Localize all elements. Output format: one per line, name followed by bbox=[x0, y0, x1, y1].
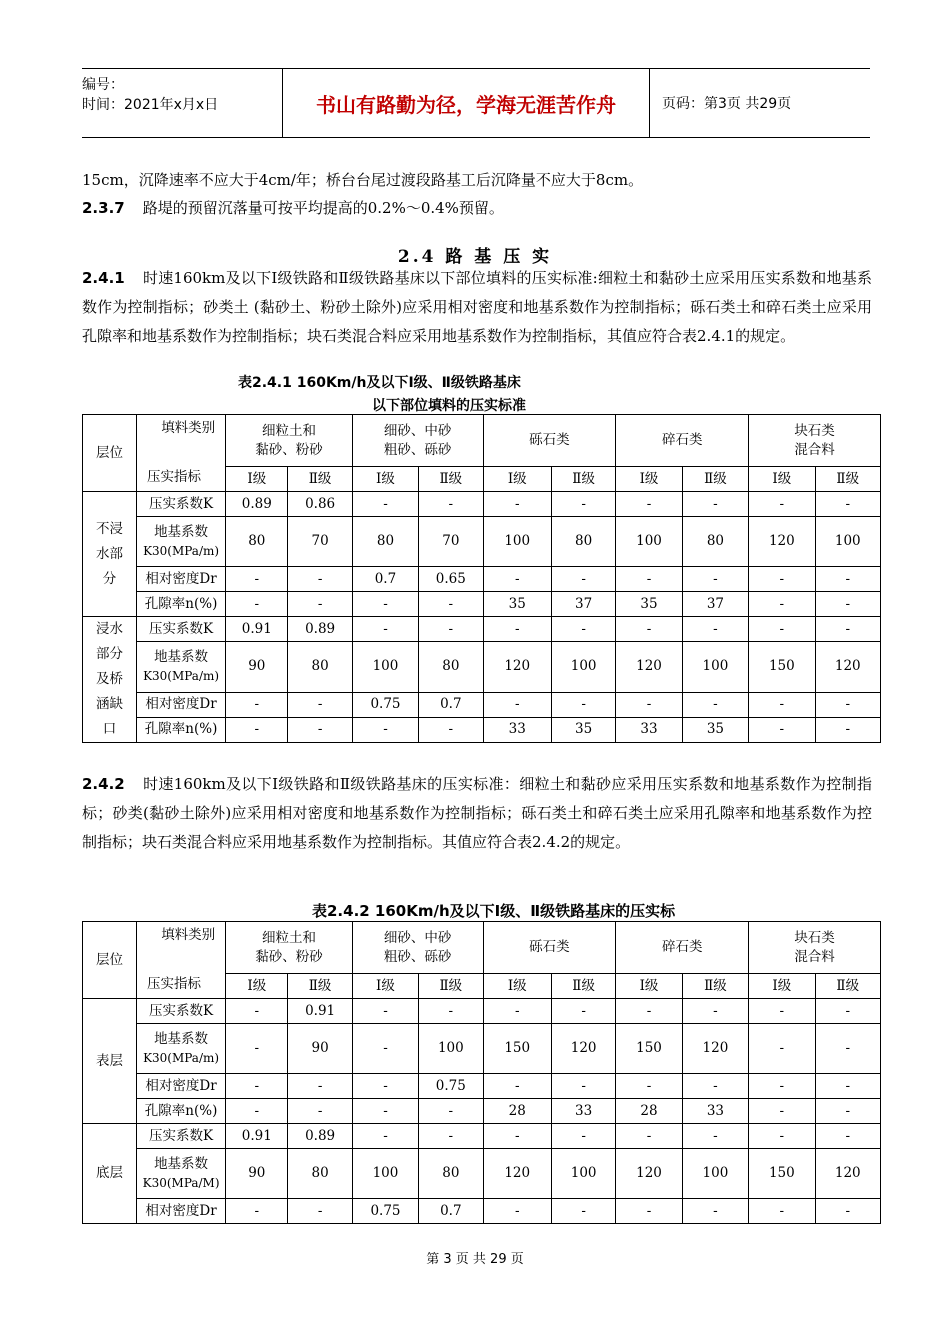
table-cell: - bbox=[551, 567, 615, 592]
header-grade: Ⅱ级 bbox=[551, 467, 615, 492]
index-name: 压实系数K bbox=[149, 495, 214, 512]
group-label-line2: 混合料 bbox=[794, 948, 835, 965]
index-label bbox=[136, 692, 225, 717]
header-compaction-index: 压实指标 bbox=[146, 469, 201, 485]
table-row bbox=[83, 1124, 881, 1149]
table-cell: 90 bbox=[226, 1149, 288, 1199]
clause-2-4-2 bbox=[82, 770, 872, 857]
table-cell: - bbox=[749, 1124, 815, 1149]
table-cell: 0.75 bbox=[352, 692, 418, 717]
table-cell: - bbox=[682, 999, 748, 1024]
index-name: 地基系数 bbox=[154, 1030, 209, 1047]
index-label bbox=[136, 592, 225, 617]
header-grade: Ⅰ级 bbox=[616, 974, 682, 999]
index-name: 地基系数 bbox=[154, 1155, 209, 1172]
table-cell: - bbox=[288, 717, 352, 742]
table-cell: - bbox=[749, 1024, 815, 1074]
header-layer: 层位 bbox=[83, 922, 137, 999]
table1-caption-line2: 以下部位填料的压实标准 bbox=[372, 398, 526, 414]
table-cell: - bbox=[352, 1124, 418, 1149]
index-label bbox=[136, 492, 225, 517]
table-cell: 80 bbox=[419, 642, 483, 692]
table-cell: 120 bbox=[749, 517, 815, 567]
header-meta bbox=[82, 69, 283, 137]
table-cell: 35 bbox=[682, 717, 748, 742]
index-name: 压实系数K bbox=[149, 1002, 214, 1019]
table-cell: - bbox=[551, 1124, 615, 1149]
group-label-line2: 黏砂、粉砂 bbox=[255, 441, 323, 458]
table-cell: - bbox=[226, 717, 288, 742]
table-cell: 0.75 bbox=[352, 1199, 418, 1224]
table-cell: - bbox=[483, 617, 551, 642]
table-cell: - bbox=[288, 1074, 352, 1099]
table-row bbox=[83, 517, 881, 567]
table-cell: - bbox=[419, 617, 483, 642]
header-grade: Ⅰ级 bbox=[226, 467, 288, 492]
table-cell: 100 bbox=[483, 517, 551, 567]
table-2-4-2 bbox=[82, 921, 881, 1224]
layer-label: 浸水部分及桥涵缺口 bbox=[83, 617, 137, 743]
table-cell: - bbox=[815, 492, 880, 517]
section-title: 2.4 路 基 压 实 bbox=[397, 247, 553, 267]
table-cell: - bbox=[226, 1099, 288, 1124]
table-cell: 0.7 bbox=[419, 692, 483, 717]
table-cell: - bbox=[551, 617, 615, 642]
layer-label: 表层 bbox=[83, 999, 137, 1124]
table-cell: - bbox=[551, 692, 615, 717]
index-name: 压实系数K bbox=[149, 620, 214, 637]
header-grade: Ⅰ级 bbox=[483, 974, 551, 999]
table-cell: - bbox=[749, 592, 815, 617]
table-row bbox=[83, 1074, 881, 1099]
group-label-line1: 砾石类 bbox=[529, 939, 570, 955]
group-label-line1: 细砂、中砂 bbox=[383, 422, 452, 439]
table-row bbox=[83, 617, 881, 642]
table-cell: - bbox=[749, 1199, 815, 1224]
clause-number: 2.4.1 bbox=[82, 269, 125, 287]
table2-caption: 表2.4.2 160Km/h及以下Ⅰ级、Ⅱ级铁路基床的压实标 bbox=[312, 902, 676, 920]
index-name: 地基系数 bbox=[154, 648, 209, 665]
table-cell: 150 bbox=[483, 1024, 551, 1074]
clause-text: 时速160km及以下Ⅰ级铁路和Ⅱ级铁路基床以下部位填料的压实标准:细粒土和黏砂土应采用压实系数和地基系数作为控制指标；砂类土 (黏砂土、粉砂土除外)应采用相对密度和地基系数作为控制指标；砾石类土和碎石类土应采用孔隙率和地基系数作为控制指标；块石类混合料应采用地基系数作为控制指标，其值应符合表2.4.1的规定。 bbox=[82, 269, 872, 345]
header-diagonal-cell bbox=[136, 922, 225, 999]
table-cell: - bbox=[419, 999, 483, 1024]
index-name: 地基系数 bbox=[154, 523, 209, 540]
table-cell: 80 bbox=[551, 517, 615, 567]
table-cell: - bbox=[682, 1124, 748, 1149]
table-2-4-1 bbox=[82, 414, 881, 743]
table-cell: - bbox=[226, 692, 288, 717]
table-cell: 0.65 bbox=[419, 567, 483, 592]
table-cell: - bbox=[419, 492, 483, 517]
table-row bbox=[83, 1024, 881, 1074]
table-cell: - bbox=[288, 592, 352, 617]
table-cell: - bbox=[352, 999, 418, 1024]
table-cell: - bbox=[288, 692, 352, 717]
table-cell: 35 bbox=[616, 592, 682, 617]
table-cell: - bbox=[483, 1124, 551, 1149]
serial-label: 编号： bbox=[82, 77, 124, 93]
table-cell: - bbox=[682, 567, 748, 592]
group-label-line2: 混合料 bbox=[794, 441, 835, 458]
header-fill-group bbox=[352, 415, 483, 467]
table-cell: - bbox=[815, 692, 880, 717]
table-cell: 100 bbox=[419, 1024, 483, 1074]
table-cell: - bbox=[682, 492, 748, 517]
header-grade: Ⅰ级 bbox=[483, 467, 551, 492]
group-label-line1: 细粒土和 bbox=[261, 422, 316, 439]
index-label bbox=[136, 1124, 225, 1149]
table-cell: 150 bbox=[749, 642, 815, 692]
table-cell: 120 bbox=[616, 642, 682, 692]
index-name: 孔隙率n(%) bbox=[144, 595, 218, 612]
table-cell: - bbox=[352, 717, 418, 742]
table-cell: 80 bbox=[288, 1149, 352, 1199]
table-cell: 0.89 bbox=[288, 617, 352, 642]
header-grade: Ⅱ级 bbox=[288, 974, 352, 999]
index-label bbox=[136, 1024, 225, 1074]
table-cell: - bbox=[551, 1074, 615, 1099]
table-cell: - bbox=[352, 1099, 418, 1124]
header-page-info: 页码：第3页 共29页 bbox=[662, 96, 792, 112]
table-cell: - bbox=[682, 692, 748, 717]
table-cell: - bbox=[288, 1099, 352, 1124]
table-cell: - bbox=[352, 492, 418, 517]
table-cell: 120 bbox=[815, 642, 880, 692]
header-grade: Ⅱ级 bbox=[551, 974, 615, 999]
header-grade: Ⅱ级 bbox=[682, 467, 748, 492]
group-label-line2: 黏砂、粉砂 bbox=[255, 948, 323, 965]
table-cell: 100 bbox=[352, 1149, 418, 1199]
table-cell: 0.75 bbox=[419, 1074, 483, 1099]
table-row bbox=[83, 642, 881, 692]
table-cell: - bbox=[419, 1124, 483, 1149]
table-cell: - bbox=[815, 1124, 880, 1149]
clause-number: 2.4.2 bbox=[82, 775, 125, 793]
index-label bbox=[136, 567, 225, 592]
table-cell: 0.89 bbox=[288, 1124, 352, 1149]
table-cell: 80 bbox=[352, 517, 418, 567]
header-fill-group bbox=[352, 922, 483, 974]
header-fill-group bbox=[483, 415, 616, 467]
table-cell: 35 bbox=[483, 592, 551, 617]
table-cell: 100 bbox=[682, 1149, 748, 1199]
table-cell: - bbox=[616, 999, 682, 1024]
table-cell: 120 bbox=[551, 1024, 615, 1074]
table-cell: 0.91 bbox=[226, 617, 288, 642]
table-cell: 100 bbox=[551, 1149, 615, 1199]
group-label-line1: 块石类 bbox=[794, 422, 835, 439]
group-label-line1: 细粒土和 bbox=[261, 929, 316, 946]
table-cell: 80 bbox=[419, 1149, 483, 1199]
clause-text: 时速160km及以下Ⅰ级铁路和Ⅱ级铁路基床的压实标准：细粒土和黏砂应采用压实系数和地基系数作为控制指标；砂类(黏砂土除外)应采用相对密度和地基系数作为控制指标；砾石类土和碎石类土应采用孔隙率和地基系数作为控制指标；块石类混合料应采用地基系数作为控制指标。其值应符合表2.4.2的规定。 bbox=[82, 775, 872, 851]
clause-text: 路堤的预留沉落量可按平均提高的0.2%～0.4%预留。 bbox=[142, 199, 504, 217]
table-cell: 37 bbox=[551, 592, 615, 617]
index-name: 相对密度Dr bbox=[145, 570, 217, 587]
table-cell: 100 bbox=[682, 642, 748, 692]
index-unit: K30(MPa/m) bbox=[143, 1050, 220, 1065]
table-cell: 100 bbox=[815, 517, 880, 567]
table-cell: - bbox=[749, 567, 815, 592]
clause-number: 2.3.7 bbox=[82, 199, 125, 217]
index-unit: K30(MPa/m) bbox=[143, 543, 220, 558]
table-cell: - bbox=[815, 567, 880, 592]
table-cell: 70 bbox=[419, 517, 483, 567]
table-cell: 100 bbox=[551, 642, 615, 692]
table-cell: - bbox=[226, 567, 288, 592]
table-cell: - bbox=[815, 1074, 880, 1099]
table-cell: 120 bbox=[483, 642, 551, 692]
table-cell: - bbox=[616, 1124, 682, 1149]
table-row bbox=[83, 567, 881, 592]
table-cell: - bbox=[483, 999, 551, 1024]
table-row bbox=[83, 592, 881, 617]
index-label bbox=[136, 617, 225, 642]
index-label bbox=[136, 999, 225, 1024]
table-cell: - bbox=[551, 492, 615, 517]
table-cell: - bbox=[226, 1074, 288, 1099]
table-row bbox=[83, 1199, 881, 1224]
table-cell: - bbox=[815, 717, 880, 742]
index-label bbox=[136, 642, 225, 692]
header-diagonal-cell bbox=[136, 415, 225, 492]
table-cell: - bbox=[616, 617, 682, 642]
table-cell: - bbox=[551, 999, 615, 1024]
index-label bbox=[136, 1099, 225, 1124]
table-cell: - bbox=[749, 717, 815, 742]
table-cell: 33 bbox=[682, 1099, 748, 1124]
header-grade: Ⅰ级 bbox=[616, 467, 682, 492]
header-grade: Ⅱ级 bbox=[682, 974, 748, 999]
table-cell: 120 bbox=[483, 1149, 551, 1199]
header-grade: Ⅱ级 bbox=[419, 467, 483, 492]
table-cell: - bbox=[815, 1024, 880, 1074]
table-row bbox=[83, 717, 881, 742]
header-motto: 书山有路勤为径，学海无涯苦作舟 bbox=[283, 69, 650, 137]
table-cell: - bbox=[352, 1024, 418, 1074]
table-cell: - bbox=[815, 999, 880, 1024]
header-grade: Ⅰ级 bbox=[749, 974, 815, 999]
index-name: 相对密度Dr bbox=[145, 1202, 217, 1219]
page-footer: 第 3 页 共 29 页 bbox=[426, 1252, 524, 1267]
header-grade: Ⅱ级 bbox=[815, 467, 880, 492]
header-compaction-index: 压实指标 bbox=[146, 976, 201, 992]
index-name: 孔隙率n(%) bbox=[144, 721, 218, 738]
table-cell: - bbox=[815, 1099, 880, 1124]
table-cell: - bbox=[749, 692, 815, 717]
table-row bbox=[83, 1149, 881, 1199]
group-label-line1: 碎石类 bbox=[661, 939, 703, 955]
table-cell: 35 bbox=[551, 717, 615, 742]
table-cell: - bbox=[682, 617, 748, 642]
table-cell: - bbox=[815, 617, 880, 642]
index-label bbox=[136, 1199, 225, 1224]
table-row bbox=[83, 999, 881, 1024]
group-label-line1: 细砂、中砂 bbox=[383, 929, 452, 946]
table-cell: 120 bbox=[815, 1149, 880, 1199]
index-label bbox=[136, 517, 225, 567]
clause-2-4-1 bbox=[82, 264, 872, 351]
header-fill-group bbox=[616, 922, 749, 974]
header-grade: Ⅰ级 bbox=[352, 467, 418, 492]
group-label-line1: 碎石类 bbox=[661, 432, 703, 448]
table-cell: - bbox=[483, 1199, 551, 1224]
table-cell: 0.91 bbox=[288, 999, 352, 1024]
table-cell: 0.91 bbox=[226, 1124, 288, 1149]
table-cell: - bbox=[483, 567, 551, 592]
table-cell: 80 bbox=[226, 517, 288, 567]
table-cell: 100 bbox=[352, 642, 418, 692]
date-label: 时间：2021年x月x日 bbox=[82, 97, 219, 113]
table-cell: - bbox=[616, 1199, 682, 1224]
index-unit: K30(MPa/m) bbox=[143, 668, 220, 683]
header-grade: Ⅰ级 bbox=[352, 974, 418, 999]
group-label-line1: 块石类 bbox=[794, 929, 835, 946]
table-cell: - bbox=[815, 1199, 880, 1224]
table-cell: - bbox=[352, 1074, 418, 1099]
table-cell: 0.7 bbox=[419, 1199, 483, 1224]
header-fill-type: 填料类别 bbox=[161, 420, 216, 436]
table-cell: 150 bbox=[749, 1149, 815, 1199]
table1-caption-line1: 表2.4.1 160Km/h及以下Ⅰ级、Ⅱ级铁路基床 bbox=[238, 375, 521, 391]
index-label bbox=[136, 1074, 225, 1099]
header-fill-group bbox=[483, 922, 616, 974]
table-cell: - bbox=[749, 492, 815, 517]
index-name: 相对密度Dr bbox=[145, 696, 217, 713]
table-cell: 0.7 bbox=[352, 567, 418, 592]
table-cell: - bbox=[226, 999, 288, 1024]
table-cell: - bbox=[226, 1024, 288, 1074]
group-label-line1: 砾石类 bbox=[529, 432, 570, 448]
table-cell: - bbox=[352, 617, 418, 642]
table-cell: 33 bbox=[616, 717, 682, 742]
table-cell: - bbox=[749, 617, 815, 642]
table-row bbox=[83, 692, 881, 717]
index-label bbox=[136, 1149, 225, 1199]
header-fill-type: 填料类别 bbox=[161, 927, 216, 943]
header-grade: Ⅱ级 bbox=[815, 974, 880, 999]
index-name: 相对密度Dr bbox=[145, 1077, 217, 1094]
table-row bbox=[83, 492, 881, 517]
table-cell: - bbox=[288, 1199, 352, 1224]
table-cell: - bbox=[288, 567, 352, 592]
layer-label: 不浸水部分 bbox=[83, 492, 137, 617]
table-cell: - bbox=[682, 1199, 748, 1224]
table-cell: - bbox=[749, 999, 815, 1024]
clause-2-3-7 bbox=[82, 194, 872, 223]
table-cell: 120 bbox=[616, 1149, 682, 1199]
table-cell: 33 bbox=[551, 1099, 615, 1124]
table-cell: 37 bbox=[682, 592, 748, 617]
table-cell: 90 bbox=[288, 1024, 352, 1074]
table-cell: - bbox=[749, 1099, 815, 1124]
table-cell: - bbox=[419, 592, 483, 617]
header-fill-group bbox=[616, 415, 749, 467]
table-cell: 28 bbox=[616, 1099, 682, 1124]
table-cell: - bbox=[749, 1074, 815, 1099]
header-fill-group bbox=[226, 922, 353, 974]
table-cell: - bbox=[483, 492, 551, 517]
table-cell: - bbox=[483, 1074, 551, 1099]
index-unit: K30(MPa/M) bbox=[142, 1175, 220, 1190]
table-cell: 33 bbox=[483, 717, 551, 742]
table-cell: - bbox=[616, 567, 682, 592]
header-grade: Ⅰ级 bbox=[226, 974, 288, 999]
table-cell: - bbox=[616, 692, 682, 717]
table-cell: - bbox=[419, 717, 483, 742]
table-cell: - bbox=[551, 1199, 615, 1224]
page-header bbox=[82, 68, 870, 138]
table-cell: - bbox=[616, 1074, 682, 1099]
table-cell: 0.86 bbox=[288, 492, 352, 517]
table-cell: 150 bbox=[616, 1024, 682, 1074]
header-grade: Ⅱ级 bbox=[288, 467, 352, 492]
index-label bbox=[136, 717, 225, 742]
table-cell: 0.89 bbox=[226, 492, 288, 517]
index-name: 孔隙率n(%) bbox=[144, 1102, 218, 1119]
table-cell: - bbox=[419, 1099, 483, 1124]
table-cell: - bbox=[682, 1074, 748, 1099]
table-cell: - bbox=[226, 592, 288, 617]
table-cell: - bbox=[352, 592, 418, 617]
table-cell: - bbox=[483, 692, 551, 717]
table-cell: 120 bbox=[682, 1024, 748, 1074]
paragraph-continued: 15cm，沉降速率不应大于4cm/年；桥台台尾过渡段路基工后沉降量不应大于8cm。 bbox=[82, 171, 644, 189]
group-label-line2: 粗砂、砾砂 bbox=[383, 948, 452, 965]
table-cell: - bbox=[616, 492, 682, 517]
header-fill-group bbox=[749, 922, 881, 974]
header-fill-group bbox=[226, 415, 353, 467]
header-fill-group bbox=[749, 415, 881, 467]
index-name: 压实系数K bbox=[149, 1127, 214, 1144]
table-cell: - bbox=[815, 592, 880, 617]
table-cell: 80 bbox=[682, 517, 748, 567]
group-label-line2: 粗砂、砾砂 bbox=[383, 441, 452, 458]
table-cell: 28 bbox=[483, 1099, 551, 1124]
table-cell: - bbox=[226, 1199, 288, 1224]
table-cell: 80 bbox=[288, 642, 352, 692]
table-cell: 100 bbox=[616, 517, 682, 567]
header-layer: 层位 bbox=[83, 415, 137, 492]
table-cell: 90 bbox=[226, 642, 288, 692]
table-cell: 70 bbox=[288, 517, 352, 567]
table-row bbox=[83, 1099, 881, 1124]
layer-label: 底层 bbox=[83, 1124, 137, 1224]
header-grade: Ⅰ级 bbox=[749, 467, 815, 492]
header-grade: Ⅱ级 bbox=[419, 974, 483, 999]
